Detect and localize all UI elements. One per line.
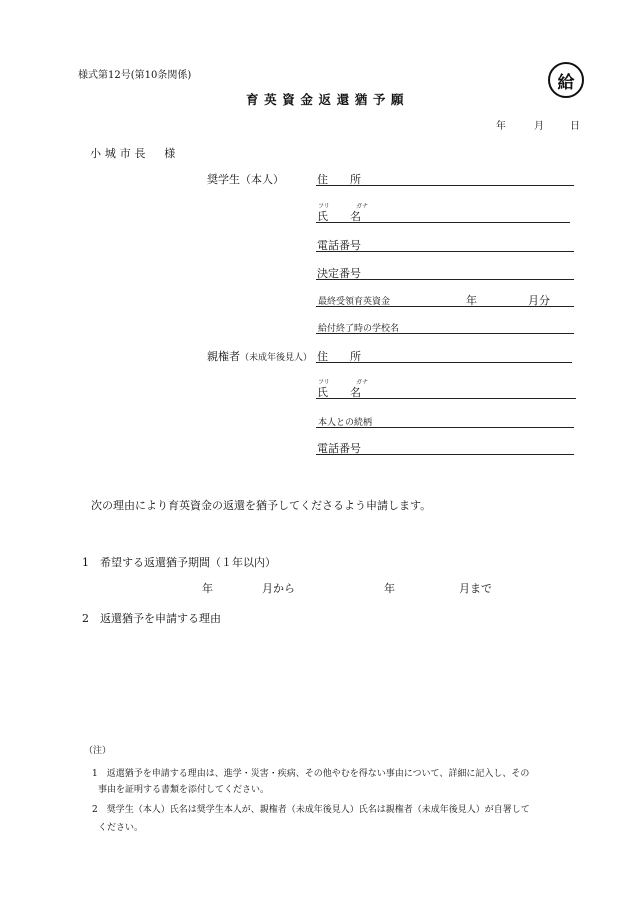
relationship-line[interactable] [316, 427, 574, 428]
note2-line2: ください。 [98, 823, 144, 833]
relationship-label: 本人との続柄 [318, 418, 373, 428]
guardian-phone-line[interactable] [316, 454, 574, 455]
date-month-label: 月 [534, 121, 544, 132]
school-name-line[interactable] [316, 333, 574, 334]
last-received-line[interactable] [316, 306, 574, 307]
period-from-month-label: 月から [262, 582, 295, 595]
student-phone-label: 電話番号 [317, 239, 361, 252]
addressee: 小城市長 様 [90, 147, 180, 160]
form-number: 様式第12号(第10条関係) [78, 70, 192, 81]
guardian-furigana-given: ガナ [356, 379, 369, 386]
guardian-heading-label: 親権者 [207, 350, 240, 363]
date-day-label: 日 [570, 121, 580, 132]
period-to-month-label: 月まで [459, 582, 492, 595]
guardian-address-line[interactable] [316, 362, 572, 363]
student-furigana-given: ガナ [356, 203, 369, 210]
student-address-line[interactable] [316, 185, 574, 186]
date-year-label: 年 [496, 121, 506, 132]
guardian-name-line[interactable] [316, 398, 576, 399]
guardian-heading [207, 348, 312, 364]
guardian-phone-label: 電話番号 [317, 442, 361, 455]
student-heading: 奨学生（本人） [207, 173, 284, 186]
application-statement: 次の理由により育英資金の返還を猶予してくださるよう申請します。 [91, 499, 432, 512]
note1-line1: 1 返還猶予を申請する理由は、進学・災害・疾病、その他やむを得ない事由について、詳細に記入し、その [92, 769, 530, 779]
student-phone-line[interactable] [316, 251, 574, 252]
note2-line1: 2 奨学生（本人）氏名は奨学生本人が、親権者（未成年後見人）氏名は親権者（未成年後見人）が自署して [92, 805, 530, 815]
guardian-heading-note: （未成年後見人） [240, 353, 313, 363]
last-received-month-label: 月分 [528, 294, 550, 307]
student-name-label: 氏 名 [317, 210, 361, 223]
section2-heading: 2 返還猶予を申請する理由 [82, 612, 221, 625]
kyu-stamp: 給 [548, 62, 584, 98]
guardian-name-label: 氏 名 [317, 386, 361, 399]
period-from-year-label: 年 [202, 582, 213, 595]
decision-number-line[interactable] [316, 279, 574, 280]
section1-heading: 1 希望する返還猶予期間（１年以内） [82, 556, 276, 569]
note1-line2: 事由を証明する書類を添付してください。 [98, 785, 270, 795]
student-address-label: 住 所 [317, 173, 361, 186]
notes-label: （注） [84, 746, 112, 756]
document-title: 育英資金返還猶予願 [246, 92, 410, 107]
guardian-address-label: 住 所 [317, 350, 361, 363]
period-to-year-label: 年 [384, 582, 395, 595]
reason-text-area[interactable] [100, 630, 580, 730]
last-received-label: 最終受領育英資金 [318, 297, 391, 307]
guardian-furigana-family: フリ [318, 379, 330, 386]
school-name-label: 給付終了時の学校名 [318, 324, 400, 334]
student-furigana-family: フリ [318, 203, 330, 210]
student-name-line[interactable] [316, 222, 570, 223]
last-received-year-label: 年 [466, 294, 477, 307]
decision-number-label: 決定番号 [317, 267, 361, 280]
